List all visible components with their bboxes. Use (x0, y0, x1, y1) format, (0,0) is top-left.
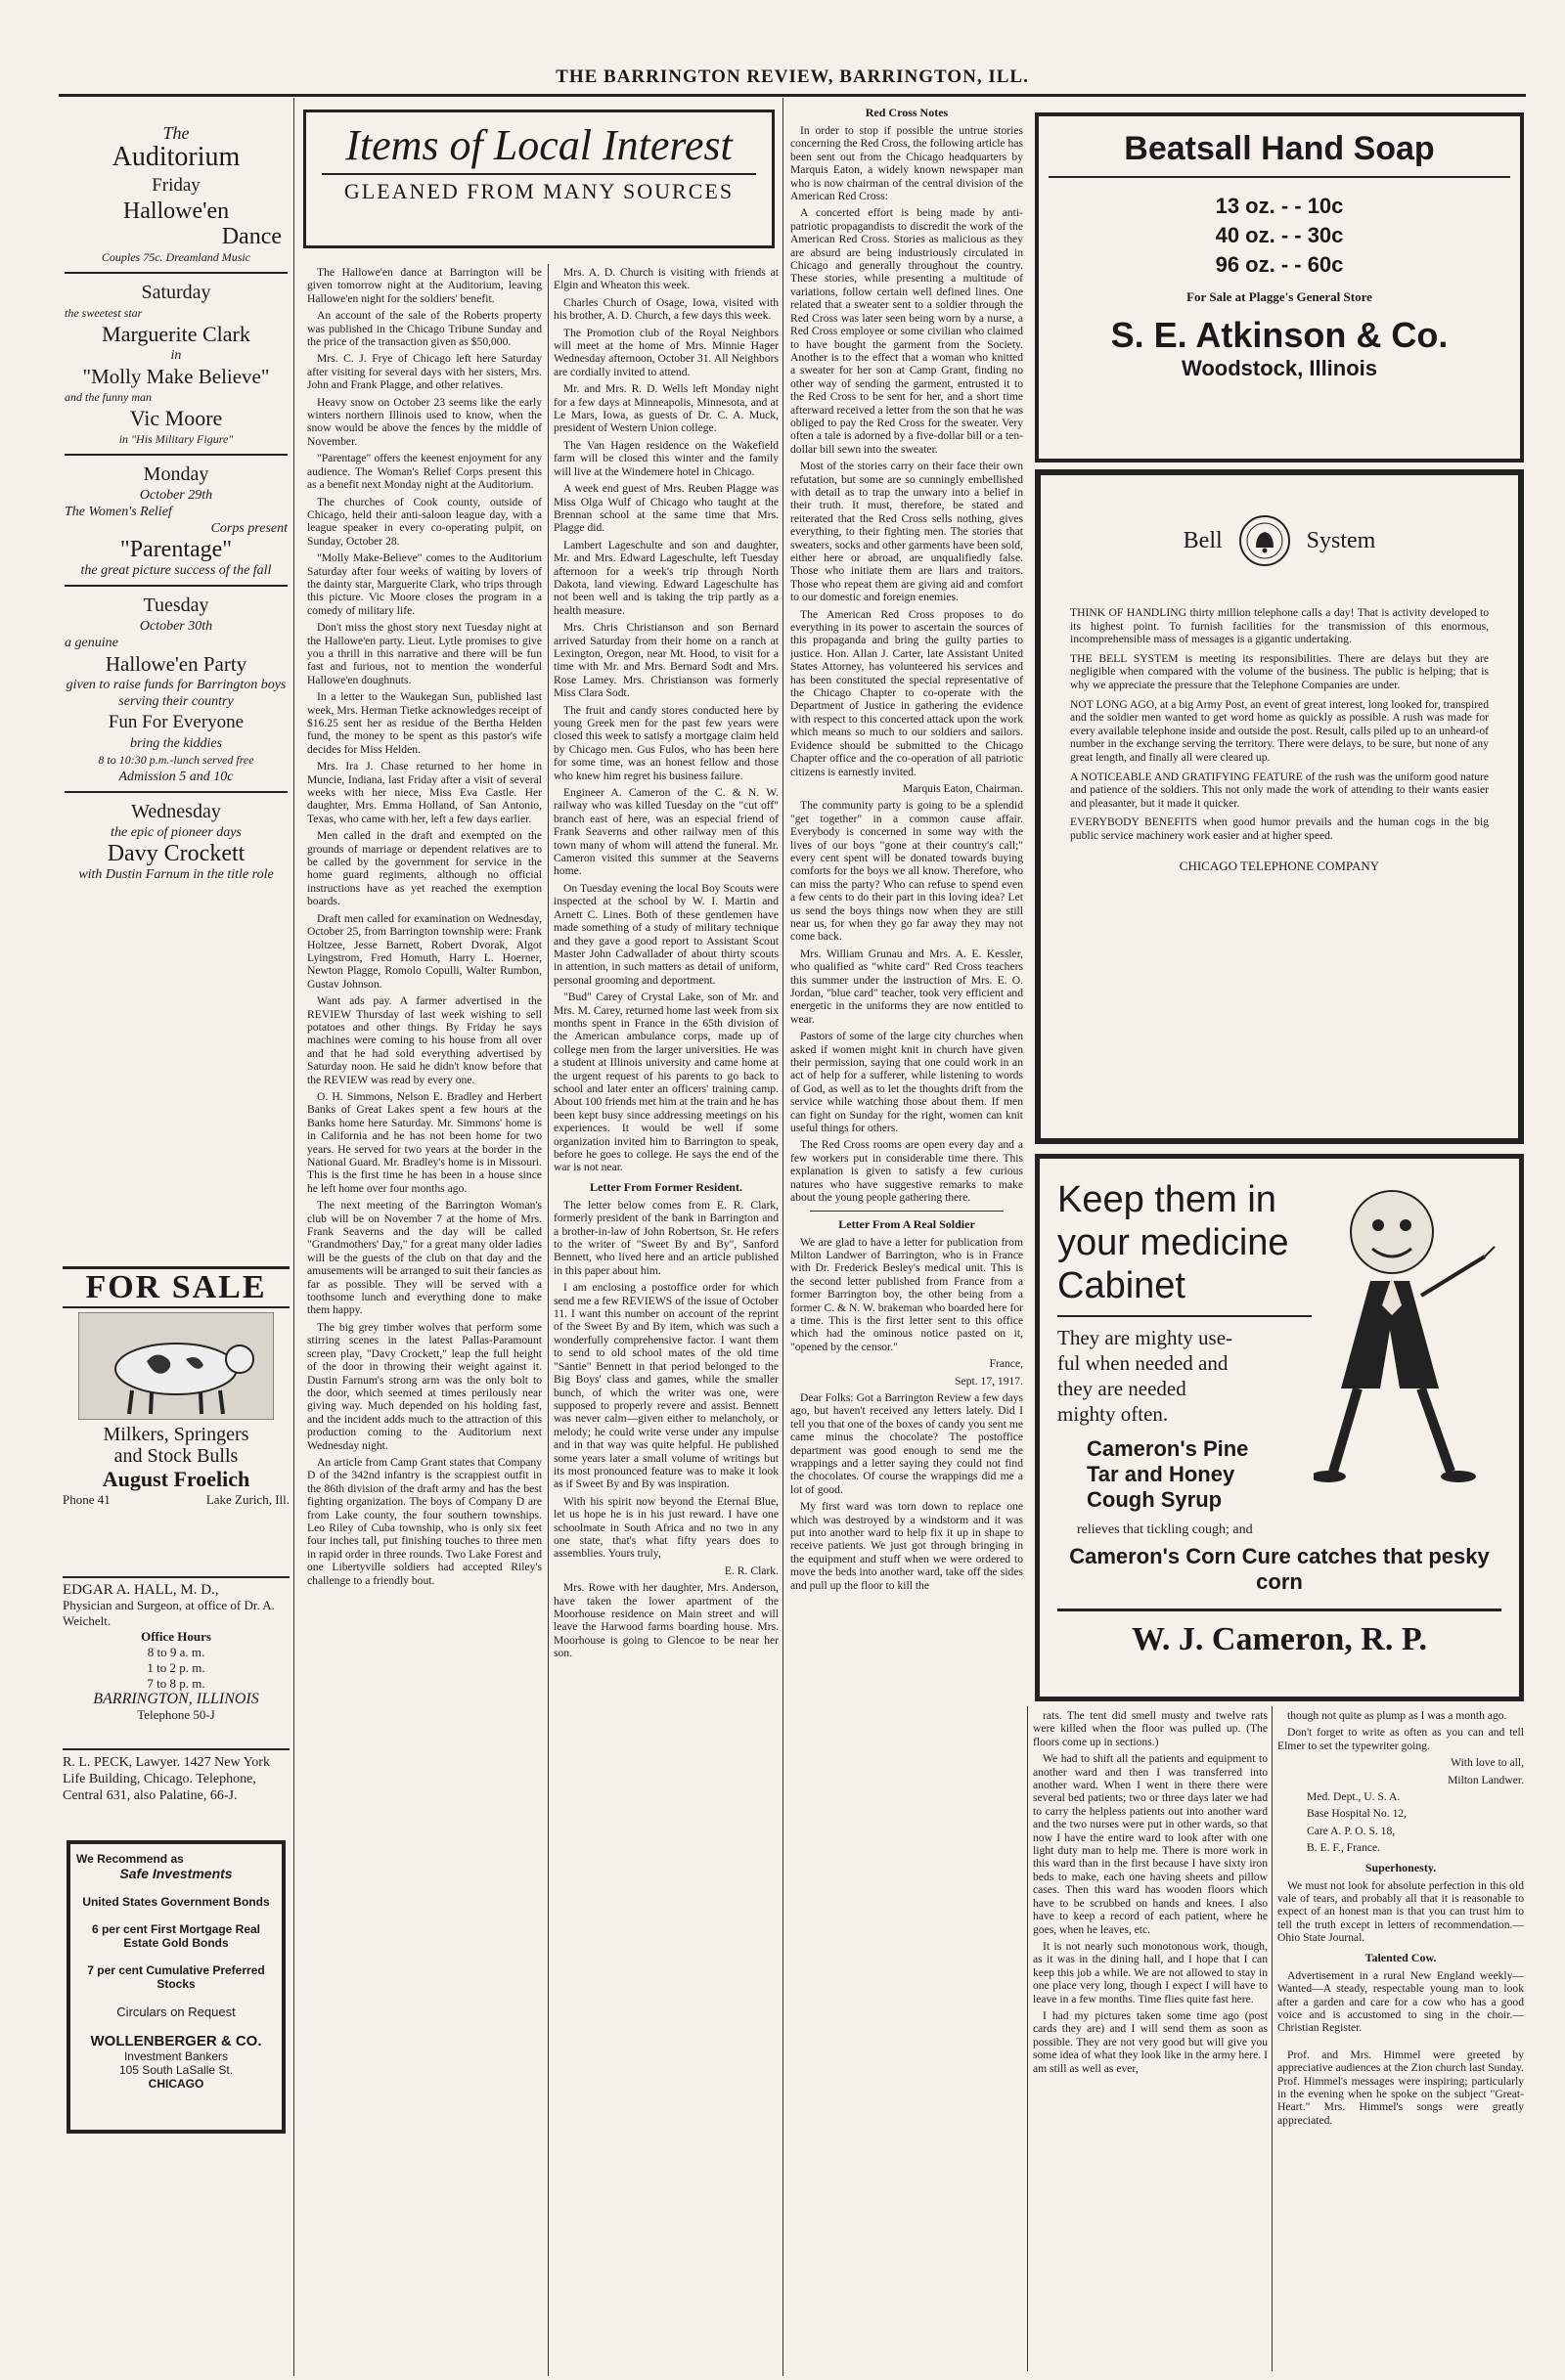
bell-paragraph: EVERYBODY BENEFITS when good humor prevails and the human cogs in the big public service machinery work easier and at higher speed. (1070, 815, 1489, 842)
red-cross-paragraph: Pastors of some of the large city churches when asked if women might knit in church have given their permission, saying that one could work in an act of help for a sufferer, while listening to words of God, as well as to let the thoughts drift from the service while watching those about them. If men can fight on Sunday for the right, women can knit useful things for others. (790, 1030, 1023, 1135)
soldier-letter-end (1277, 1709, 1524, 1855)
film-title: "Molly Make Believe" (82, 365, 270, 388)
text: the epic of pioneer days (111, 825, 242, 840)
soap-ad (1035, 112, 1524, 463)
event-title: Hallowe'en Party (105, 652, 247, 676)
ad-line: Safe Investments (119, 1866, 233, 1881)
bell-header (1070, 514, 1489, 567)
news-item: The Hallowe'en dance at Barrington will be given tomorrow night at the Auditorium, leaving Hallowe'en night for the soldiers' benefit. (307, 266, 542, 305)
wollenberger-ad (67, 1840, 286, 2134)
peck-ad (63, 1748, 290, 1827)
soldier-letter-line: B. E. F., France. (1307, 1841, 1381, 1855)
letter-paragraph: Mrs. Rowe with her daughter, Mrs. Anderson, have taken the lower apartment of the Moorhouse residence on Main street and will leave the Harwood farms boarding house. Mrs. Moorhouse is going to Glencoe to be near her son. (554, 1581, 779, 1660)
news-item: The big grey timber wolves that perform some stirring scenes in the latest Pallas-Paramount screen play, "Davy Crockett," leap the full height of the door in throwing their weight against it. Dustin Farnum's strong arm was the only bolt to the door, which seemed at times perilously near giving way. Much depended on his holding fast, and the incident adds much to the attraction of this production coming to the Auditorium next Wednesday night. (307, 1320, 542, 1452)
news-item: Want ads pay. A farmer advertised in the REVIEW Thursday of last week wishing to sell potatoes and other things. By Friday he says machines were coming to his house from all over and that he had sold everything advertised by Saturday noon. He said he didn't know before that the REVIEW was read by every one. (307, 994, 542, 1086)
text: and the funny man (65, 390, 152, 404)
column-3 (554, 266, 779, 2373)
soldier-letter-line: Base Hospital No. 12, (1307, 1807, 1408, 1821)
items-title: Items of Local Interest (345, 121, 733, 169)
hall-ad (63, 1576, 290, 1742)
column-rule (1272, 1706, 1273, 2371)
ad-line: 6 per cent First Mortgage Real Estate Gold Bonds (91, 1922, 261, 1950)
ad-line: We Recommend as (76, 1852, 184, 1866)
ad-line: CHICAGO (148, 2077, 204, 2091)
for-sale-line: Milkers, Springers (103, 1424, 249, 1445)
himmel-text: Prof. and Mrs. Himmel were greeted by appreciative audiences at the Zion church last Sunday. Prof. Himmel's messages were inspiring; particularly in the evening when he spoke on the subject "Great-Heart." Mrs. Himmel's songs were greatly appreciated. (1277, 2048, 1524, 2127)
news-item: Draft men called for examination on Wednesday, October 25, from Barrington township were: Frank Holtzee, Jesse Barnett, Robert Dvorak, Algot Lyingstrom, Fred Homuth, Harry L. Hoerner, Newton Plagge, Romolo Copulli, Walter Rumbon, Gustav Johnson. (307, 911, 542, 991)
news-item: The next meeting of the Barrington Woman's club will be on November 7 at the home of Mrs. Frank Seaverns and the day will be called "Grandmothers' Day," for a great many older ladies will be the guests of the club on that day and the amusements will be arranged to suit their fancies as far as possible. They will be served with a toothsome lunch and everything done to make them happy. (307, 1199, 542, 1317)
bell-title-2: System (1306, 527, 1376, 553)
star-name: Vic Moore (129, 406, 223, 430)
seller-contact (63, 1492, 290, 1508)
cameron-text: mighty often. (1057, 1402, 1169, 1426)
divider (65, 272, 288, 274)
text: Corps present (210, 521, 288, 536)
column-rule (782, 98, 783, 2376)
for-sale-line: and Stock Bulls (113, 1445, 239, 1467)
bell-ad (1035, 469, 1524, 1144)
text: 8 to 10:30 p.m.-lunch served free (98, 753, 254, 767)
price-line: 96 oz. - - 60c (1215, 252, 1344, 277)
news-item: Mrs. Ira J. Chase returned to her home in Muncie, Indiana, last Friday after a visit of several weeks with her niece, Miss Eva Castle. Her daughter, Mrs. Emma Holland, of San Antonio, Texas, who came with her, left a few days earlier. (307, 760, 542, 825)
price-line: 13 oz. - - 10c (1215, 194, 1344, 218)
news-item: An account of the sale of the Roberts property was published in the Chicago Tribune Sunday and the price of the transaction given as $50,000. (307, 309, 542, 349)
news-item: A week end guest of Mrs. Reuben Plagge was Miss Olga Wulf of Chicago who taught at the Brennan school at the same time that Mrs. Plagge did. (554, 482, 779, 535)
news-item: Engineer A. Cameron of the C. & N. W. railway who was killed Tuesday on the "cut off" branch east of here, was an especial friend of Frank Seaverns and other railway men of this town many of whom will attend the funeral. Mr. Cameron visited this summer at the Seaverns home. (554, 786, 779, 878)
company-name: S. E. Atkinson & Co. (1110, 315, 1449, 355)
news-item: Mrs. C. J. Frye of Chicago left here Saturday after visiting for several days with her sisters, Mrs. John and Frank Plagge, and other relatives. (307, 352, 542, 392)
date: October 30th (139, 619, 213, 634)
day-wednesday: Wednesday (131, 801, 221, 822)
price-line: 40 oz. - - 30c (1215, 223, 1344, 247)
red-cross-paragraph: The community party is going to be a splendid "get together" in a common cause affair. Everybody is concerned in some way with the lives of our boys "gone at their country's call;" every cent spent will be donated towards buying comforts for the boys we all know. Therefore, who can miss the party? Who can refuse to spend even a few cents to do their part in this loving idea? Let us send the boys things now when they are still near us, for when they go far away they may not come back. (790, 799, 1023, 944)
news-item: Heavy snow on October 23 seems like the early winters northern Illinois used to know, when the snow would be above the fences by the middle of November. (307, 395, 542, 448)
red-cross-paragraph: Mrs. William Grunau and Mrs. A. E. Kessler, who qualified as "white card" Red Cross teachers this summer under the instruction of Mrs. E. O. Jordan, "blue card" teacher, took very efficient and energetic in the uniforms they are now entitled to wear. (790, 947, 1023, 1026)
soldier-letter-line: Med. Dept., U. S. A. (1307, 1790, 1401, 1804)
items-header (303, 110, 775, 248)
event-halloween: Hallowe'en (122, 198, 230, 224)
bell-title: Bell (1183, 527, 1223, 553)
news-item: "Molly Make-Believe" comes to the Auditorium Saturday after four weeks of waiting by lovers of the dainty star, Marguerite Clark, who trips through this picture. Vic Moore closes the program in a comedy of military life. (307, 551, 542, 617)
cameron-text: ful when needed and (1057, 1351, 1229, 1375)
ad-line: Circulars on Request (116, 2005, 236, 2019)
bell-signature: CHICAGO TELEPHONE COMPANY (1179, 858, 1380, 873)
soldier-letter-line: Don't forget to write as often as you can and tell Elmer to set the typewriter going. (1277, 1726, 1524, 1752)
date: October 29th (139, 488, 213, 503)
masthead-rule (59, 94, 1526, 97)
red-cross-paragraph: Most of the stories carry on their face their own refutation, but some are so cunningly embellished with detail as to trap the unwary into a belief in their truth. It must, therefore, be stated and reiterated that the Red Cross sells nothing, gives everything, to their fighting men. The stories that sweaters, socks and other garments have been sold, either here or abroad, are unqualifiedly false. Those who initiate them are liars and traitors. Those who repeat them are giving aid and comfort to our domestic and foreign enemies. (790, 460, 1023, 604)
column-rule (293, 98, 294, 2376)
ad-line: WOLLENBERGER & CO. (90, 2033, 262, 2049)
text: a genuine (65, 636, 118, 650)
day-saturday: Saturday (141, 282, 211, 303)
cameron-ad (1035, 1154, 1524, 1701)
news-item: The Van Hagen residence on the Wakefield farm will be closed this winter and the family will live at the Windemere hotel in Chicago. (554, 438, 779, 478)
auditorium-ad (65, 125, 288, 1259)
hours-line: 8 to 9 a. m. (147, 1645, 205, 1659)
text: bring the kiddies (129, 736, 223, 751)
hours-title: Office Hours (141, 1629, 211, 1644)
news-item: "Bud" Carey of Crystal Lake, son of Mr. and Mrs. M. Carey, returned home last week from six months spent in France in the 65th division of the American ambulance corps, made up of college men from the larger universities. He was a student at Illinois university and came home at the urgent request of his parents to go back to school and later enter an officers' training camp. About 100 friends met him at the train and he has been kept busy since addressing meetings on his experiences. It would be well if some organization invited him to Barrington to speak, before he goes to college. He says the end of the war is not near. (554, 991, 779, 1174)
text: the sweetest star (65, 306, 143, 320)
divider (65, 454, 288, 456)
soldier-letter-intro: We are glad to have a letter for publication from Milton Landwer of Barrington, who is in France with Dr. Frederick Besley's medical unit. This is the second letter published from France from a former Barrington boy, the other being from a former C. & N. W. brakeman who boarded here for a time. This is the first letter sent to this office which had the ominous notice pasted on it, "opened by the censor." (790, 1235, 1023, 1353)
seller-name: August Froelich (102, 1467, 250, 1491)
day-tuesday: Tuesday (143, 595, 209, 616)
product-name: Cameron's Corn Cure catches that pesky corn (1069, 1544, 1490, 1594)
cameron-headline: your medicine (1057, 1222, 1289, 1263)
event-dance: Dance (221, 224, 282, 249)
news-item: On Tuesday evening the local Boy Scouts were inspected at the school by W. I. Martin and Arnett C. Lines. Both of these gentlemen have made something of a study of military technique and they gave a good report to Assistant Scout Master John Cadwallader of about thirty scouts in attention, in such matters as detail of uniform, personal grooming and deportment. (554, 881, 779, 987)
red-cross-paragraph: In order to stop if possible the untrue stories concerning the Red Cross, the following article has been sent out from the Chicago headquarters by Marquis Eaton, a widely known newspaper man who is now chairman of the central division of the American Red Cross: (790, 124, 1023, 203)
film-title: in "His Military Figure" (118, 432, 234, 446)
soldier-letter-title: Letter From A Real Soldier (838, 1216, 975, 1231)
red-cross-paragraph: Marquis Eaton, Chairman. (903, 781, 1023, 795)
ad-line: United States Government Bonds (82, 1895, 270, 1909)
city: BARRINGTON, ILLINOIS (93, 1691, 259, 1707)
column-5-left (1033, 1709, 1268, 2374)
soldier-letter-paragraph: We had to shift all the patients and equipment to another ward and then I was transferred into another ward. When I went in there there were several bed patients; two or three days later we had to carry the helpless patients out into another ward and the two nurses were put in other wards, so that now I have the entire ward to look after with one light duty man to help me. There is more work in this ward than in the first because I have sixty iron beds to make, each one having sheets and pillow cases. Then this ward has wooden floors which have to be scrubbed on hands and knees. I also have to keep a record of each patient, where he goes, when he leaves, etc. (1033, 1752, 1268, 1936)
text: Fun For Everyone (108, 712, 245, 732)
event-note: Couples 75c. Dreamland Music (101, 250, 251, 264)
cow-illustration (78, 1312, 274, 1420)
column-5-right (1277, 1709, 1524, 2374)
news-item: The Promotion club of the Royal Neighbors will meet at the home of Mrs. Minnie Hager Wednesday afternoon, October 31. All Neighbors are cordially invited to attend. (554, 326, 779, 378)
bell-paragraph: A NOTICEABLE AND GRATIFYING FEATURE of the rush was the uniform good nature and patience of the soldiers. This not only made the work of attending to their wants easier and pleasanter, but it made it quicker. (1070, 770, 1489, 810)
doctor-info: Physician and Surgeon, at office of Dr. A. Weichelt. (63, 1598, 275, 1628)
film-title: "Parentage" (119, 537, 233, 562)
star-name: Marguerite Clark (102, 322, 250, 346)
superhonesty-title: Superhonesty. (1364, 1860, 1437, 1874)
talented-cow-text: Advertisement in a rural New England weekly—Wanted—A steady, respectable young man to look after a garden and care for a cow who has a good voice and is accustomed to sing in the choir.—Christian Register. (1277, 1968, 1524, 2035)
hours-line: 7 to 8 p. m. (147, 1676, 205, 1691)
divider (65, 791, 288, 793)
doctor-name: EDGAR A. HALL, M. D., (63, 1582, 219, 1598)
news-item: The fruit and candy stores conducted here by young Greek men for the past few years were closed this week to satisfy a mortgage claim held by Chicago men. Gus Fulos, who has been here for some time, was an honest fellow and those who knew him regret his business failure. (554, 703, 779, 782)
cameron-headline: Cabinet (1057, 1265, 1185, 1306)
cameron-text: relieves that tickling cough; and (1077, 1522, 1253, 1537)
auditorium-the: The (162, 125, 190, 143)
letter-paragraph: I am enclosing a postoffice order for which send me a few REVIEWS of the issue of October 11. I want this number on account of the reprint of the Sweet By and By item, which was such a wonderfully comprehensive factor. I want them to send to old school mates of the old time "Santie" Bennett in that period belonged to the Big Boys' class and games, while the smaller bunch, of which the writer was one, were supposed to properly revere and assist. Bennett was never calm—given either to melancholy, or melody; he could write verse under any impulse and in that way was quite helpful. He published some years later a small volume of writings but its most pronounced feature was to make it look as if Sweet By and By was inspiration. (554, 1281, 779, 1491)
lawyer-text: R. L. PECK, Lawyer. 1427 New York Life Building, Chicago. Telephone, Central 631, also Palatine, 66-J. (63, 1755, 270, 1803)
news-item: Lambert Lageschulte and son and daughter, Mr. and Mrs. Edward Lageschulte, left Tuesday afternoon for a week's trip through North Dakota, land viewing. Edward Lageschulte has not been well and is taking the trip partly as a health measure. (554, 538, 779, 617)
talented-cow-title: Talented Cow. (1364, 1950, 1437, 1964)
ad-line: 7 per cent Cumulative Preferred Stocks (87, 1963, 265, 1991)
red-cross-paragraph: The Red Cross rooms are open every day and a few workers put in considerable time there. This explanation is given to satisfy a few curious natures who have suggestive remarks to make about the young people gathering there. (790, 1138, 1023, 1205)
news-item: Don't miss the ghost story next Tuesday night at the Hallowe'en party. Lieut. Lytle promises to give you a thrill in this narrative and there will be fun fast and furious, not to mention the wonderful Hallowe'en doughnuts. (307, 621, 542, 686)
news-item: "Parentage" offers the keenest enjoyment for any audience. The Woman's Relief Corps present this as a benefit next Monday night at the Auditorium. (307, 452, 542, 492)
column-rule (548, 264, 549, 2376)
cameron-name: W. J. Cameron, R. P. (1132, 1621, 1427, 1657)
sale-location: For Sale at Plagge's General Store (1186, 289, 1372, 304)
red-cross-notes (790, 124, 1023, 1205)
text: in (170, 348, 182, 363)
text: Admission 5 and 10c (118, 770, 234, 784)
red-cross-paragraph: A concerted effort is being made by anti-patriotic propagandists to discredit the work of the American Red Cross. Stories as malicious as they are absurd are being industriously circulated in Chicago and generally throughout the country. These stories, while presenting a multitude of variations, follow certain well defined lines. One related that a sweater sent to a soldier through the Red Cross was later seen being worn by a nurse, a Red Cross employee or some civilian who claimed to have bought the garment from the Society. Another is to the effect that a woman who knitted a sweater for her son at Camp Grant, finding no other way of sending the garment, entrusted it to the Red Cross to be sent for her, and a short time afterward received a letter from the son that he was obliged to pay the Red Cross for the sweater. Very often a tale is adorned by a five-dollar bill or a ten-dollar bill sewn into the sweater. (790, 206, 1023, 456)
column-3-letter (554, 1199, 779, 1660)
hours-line: 1 to 2 p. m. (147, 1660, 205, 1675)
day-monday: Monday (143, 463, 209, 485)
column-4 (790, 106, 1023, 2374)
soldier-letter-line: Milton Landwer. (1448, 1773, 1524, 1786)
column-2 (307, 266, 542, 2373)
bell-paragraph: THINK OF HANDLING thirty million telephone calls a day! That is activity developed to its highest point. To furnish facilities for the transmission of this enormous, incomprehensible mass of messages is a gigantic undertaking. (1070, 606, 1489, 646)
column-3-items (554, 266, 779, 1174)
text: the great picture success of the fall (80, 563, 272, 578)
for-sale-ad (63, 1266, 290, 1569)
news-item: O. H. Simmons, Nelson E. Bradley and Herbert Banks of Great Lakes spent a few hours at the Banks home here Saturday. Mr. Simmons' home is in California and he has not been home for two years. He served for two years at the border in the National Guard. Mr. Bradley's home is in Missouri. This is the first time he has been in a house since he left home over four months ago. (307, 1089, 542, 1195)
bell-paragraph: THE BELL SYSTEM is meeting its responsibilities. There are delays but they are negligible when compared with the volume of the business. The public is helping; that is why we appreciate the pressure that the Telephone Companies are under. (1070, 651, 1489, 691)
news-item: Charles Church of Osage, Iowa, visited with his brother, A. D. Church, a few days this week. (554, 295, 779, 323)
soldier-letter-date: Sept. 17, 1917. (955, 1374, 1023, 1388)
masthead: THE BARRINGTON REVIEW, BARRINGTON, ILL. (556, 66, 1029, 87)
divider (65, 585, 288, 587)
for-sale-title: FOR SALE (85, 1269, 267, 1305)
news-item: Men called in the draft and exempted on the grounds of marriage or dependent relatives are to be called by the government for service in the home guard regiments, although no official instructions have as yet reached the exemption boards. (307, 829, 542, 908)
text: with Dustin Farnum in the title role (78, 867, 274, 882)
phone: Phone 41 (63, 1492, 111, 1507)
soldier-letter-line: Care A. P. O. S. 18, (1307, 1824, 1396, 1837)
letter-paragraph: The letter below comes from E. R. Clark, formerly president of the bank in Barrington and a brother-in-law of John Robertson, Sr. He refers to the writer of "Sweet By and By", Sanford Bennett, who lived here and an article published in this paper about him. (554, 1198, 779, 1277)
soldier-letter-line: though not quite as plump as I was a month ago. (1287, 1709, 1507, 1722)
text: given to raise funds for Barrington boys serving their country (66, 678, 287, 709)
soap-title: Beatsall Hand Soap (1124, 130, 1435, 167)
place: Lake Zurich, Ill. (205, 1492, 290, 1507)
soldier-letter-line: With love to all, (1451, 1756, 1524, 1770)
day-friday: Friday (152, 175, 201, 196)
letter-former-title: Letter From Former Resident. (590, 1179, 742, 1194)
cameron-text: they are needed (1057, 1377, 1186, 1400)
product-name: Tar and Honey (1087, 1462, 1235, 1486)
text: The Women's Relief (65, 505, 172, 519)
news-item: Mrs. Chris Christianson and son Bernard arrived Saturday from their home on a ranch at Lexington, Oregon, near Mt. Hood, to visit for a time with Mr. and Mrs. Bernard Sodt and Mrs. Rose Lamey. Mrs. Christianson was formerly Miss Clara Sodt. (554, 621, 779, 700)
column-rule (1027, 1706, 1028, 2371)
bell-paragraph: NOT LONG AGO, at a big Army Post, an event of great interest, long looked for, transpired and the soldier men wanted to get word home as quickly as possible. A rush was made for every available telephone inside and outside the post. Result, calls piled up to an unheard-of number in the exchange serving the territory. There were delays, to be sure, but none of any great length, and finally all were cleared up. (1070, 697, 1489, 764)
auditorium-name: Auditorium (112, 142, 241, 172)
druggist-caricature (1314, 1178, 1499, 1501)
ad-line: 105 South LaSalle St. (118, 2063, 234, 2077)
soldier-letter-place: France, (989, 1357, 1023, 1371)
news-item: In a letter to the Waukegan Sun, published last week, Mrs. Herman Tietke acknowledges receipt of $16.25 sent her as residue of the Bertha Helden fund, the money to be spent as this pastor's wife decides for Miss Helden. (307, 690, 542, 756)
soldier-letter-paragraph: It is not nearly such monotonous work, though, as it was in the dining hall, and I hope that I can keep this job a while. We are not allowed to stay in one place very long, though I expect I will have to leave in a few months. Time flies quite fast here. (1033, 1939, 1268, 2005)
news-item: Mr. and Mrs. R. D. Wells left Monday night for a few days at Minneapolis, Minnesota, and at Le Mars, Iowa, as guests of Dr. C. A. Muck, president of Western Union college. (554, 382, 779, 435)
red-cross-paragraph: The American Red Cross proposes to do everything in its power to ascertain the sources of this propaganda and bring the guilty parties to justice. Hon. Allan J. Carter, late Assistant United States Attorney, has volunteered his services and has been constituted the special representative of the Chicago Chapter to co-operate with the Department of Justice in gathering the evidence with respect to this concerted attack upon the work which means so much to our soldiers and sailors. Evidence should be submitted to the Chicago Chapter office and the co-operation of all patriotic citizens is earnestly invited. (790, 607, 1023, 778)
soldier-letter-paragraph: Dear Folks: Got a Barrington Review a few days ago, but haven't received any letters lately. Did I tell you that one of the boxes of candy you sent me came minus the chocolate? The postoffice department was good enough to send me the wrappings and a letter saying they could not find the chocolates. Of course the wrappings did me a lot of good. (790, 1390, 1023, 1496)
product-name: Cameron's Pine (1087, 1436, 1249, 1461)
film-title: Davy Crockett (107, 841, 246, 866)
red-cross-title: Red Cross Notes (865, 106, 949, 119)
cameron-text: They are mighty use- (1057, 1326, 1233, 1349)
ad-line: Investment Bankers (123, 2049, 229, 2063)
news-item: The churches of Cook county, outside of Chicago, held their anti-saloon league day, with a league speaker in every co-operating pulpit, on Sunday, October 28. (307, 495, 542, 548)
product-name: Cough Syrup (1087, 1487, 1223, 1512)
letter-paragraph: With his spirit now beyond the Eternal Blue, let us hope he is in his just reward. I have one schoolmate in South Africa and no two in any one state, that's what fifty years does to assemblies. Yours truly, (554, 1494, 779, 1561)
bell-logo-icon (1238, 514, 1291, 567)
news-item: An article from Camp Grant states that Company D of the 342nd infantry is the scrappiest outfit in the 86th division of the draft army and has the best fighting organization. The boys of Company D are from Lake county, the four southern townships. Leo Riley of Cuba township, who is only six feet four inches tall, put finishing touches to three men in rapid order in three rounds. Two Lake Forest and one Libertyville soldiers had accepted Riley's challenge to a friendly bout. (307, 1455, 542, 1587)
superhonesty-text: We must not look for absolute perfection in this old vale of tears, and probably all that it is reasonable to expect of an honest man is that you can trust him to tell the truth except in letters of recommendation.—Ohio State Journal. (1277, 1878, 1524, 1945)
news-item: Mrs. A. D. Church is visiting with friends at Elgin and Wheaton this week. (554, 266, 779, 292)
soldier-letter-paragraph: My first ward was torn down to replace one which was destroyed by a windstorm and it was put into another ward to help fix it up in shape to receive patients. We just got through bringing in the equipment and stuff when we were ordered to move the beds into another ward, take off the sides and pull up the floor to kill the (790, 1500, 1023, 1592)
soldier-letter-body (790, 1391, 1023, 1592)
soldier-letter-paragraph: I had my pictures taken some time ago (post cards they are) and I will send them as soon as possible. They are not very good but will give you some idea of what they look like in the army here. I am still as well as ever, (1033, 2008, 1268, 2075)
company-city: Woodstock, Illinois (1181, 356, 1378, 380)
cameron-headline: Keep them in (1057, 1179, 1276, 1220)
telephone: Telephone 50-J (137, 1707, 215, 1722)
items-subtitle: GLEANED FROM MANY SOURCES (322, 173, 756, 204)
soldier-letter-paragraph: rats. The tent did smell musty and twelve rats were killed when the floor was pulled up. (The floors come up in sections.) (1033, 1709, 1268, 1748)
letter-paragraph: E. R. Clark. (724, 1564, 779, 1577)
